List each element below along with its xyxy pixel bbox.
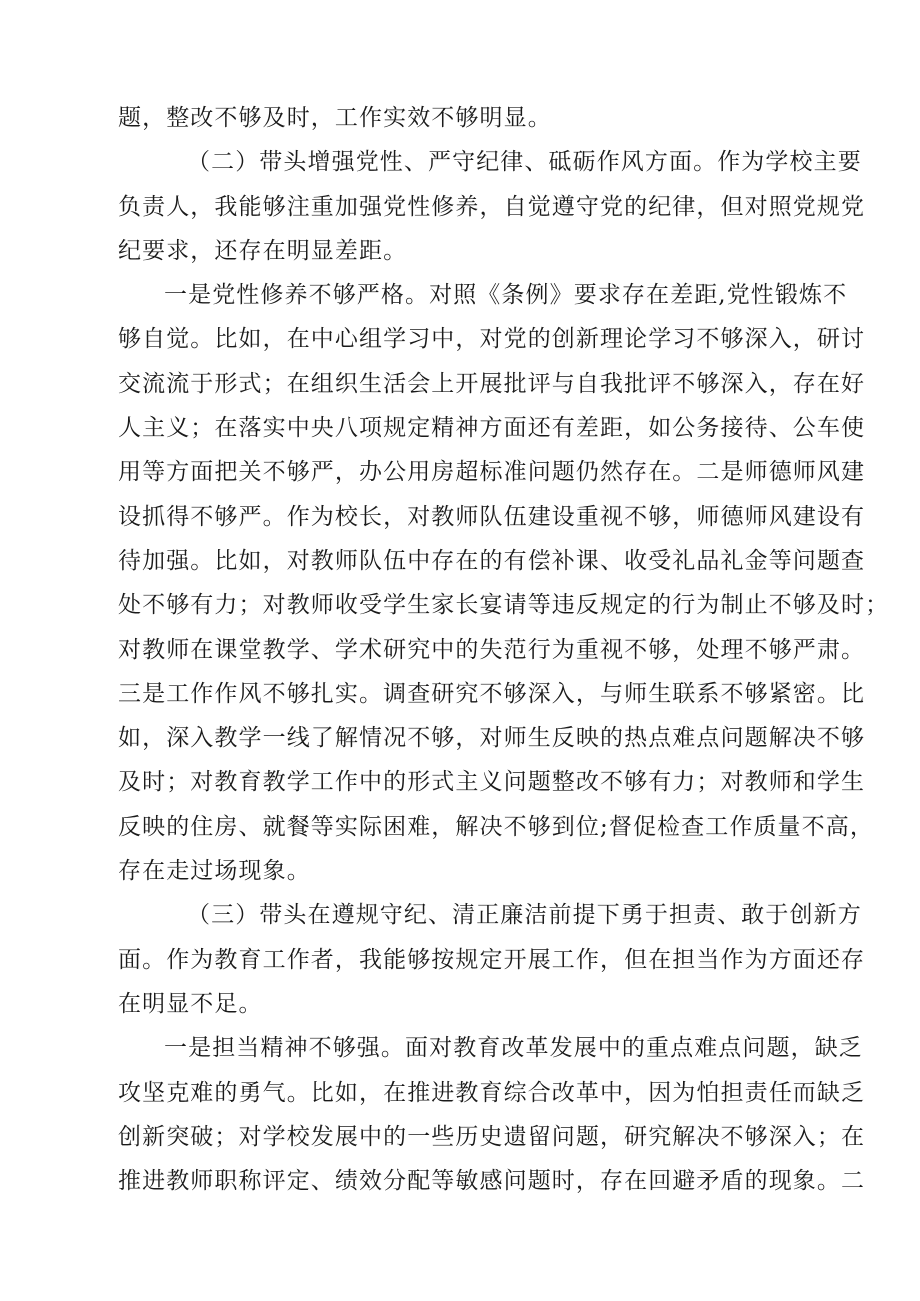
- section-heading-line: （三）带头在遵规守纪、清正廉洁前提下勇于担责、敢于创新方: [187, 902, 862, 929]
- text-line: 三是工作作风不够扎实。调查研究不够深入，与师生联系不够紧密。比: [118, 680, 866, 707]
- text-line: 在明显不足。: [118, 990, 263, 1017]
- text-line: 负责人，我能够注重加强党性修养，自觉遵守党的纪律，但对照党规党: [118, 193, 866, 220]
- text-line: 如，深入教学一线了解情况不够，对师生反映的热点难点问题解决不够: [118, 725, 866, 752]
- text-line: 用等方面把关不够严，办公用房超标准问题仍然存在。二是师德师风建: [118, 459, 866, 486]
- section-heading-line: （二）带头增强党性、严守纪律、砥砺作风方面。作为学校主要: [187, 149, 862, 176]
- text-line: 反映的住房、就餐等实际困难，解决不够到位;督促检查工作质量不高，: [118, 813, 874, 840]
- text-line: 对教师在课堂教学、学术研究中的失范行为重视不够，处理不够严肃。: [118, 636, 866, 663]
- text-line: 面。作为教育工作者，我能够按规定开展工作，但在担当作为方面还存: [118, 946, 866, 973]
- text-line: 创新突破；对学校发展中的一些历史遗留问题，研究解决不够深入；在: [118, 1123, 866, 1150]
- text-line: 够自觉。比如，在中心组学习中，对党的创新理论学习不够深入，研讨: [118, 326, 866, 353]
- text-line: 纪要求，还存在明显差距。: [118, 237, 408, 264]
- text-line: 处不够有力；对教师收受学生家长宴请等违反规定的行为制止不够及时；: [118, 592, 890, 619]
- text-line: 设抓得不够严。作为校长，对教师队伍建设重视不够，师德师风建设有: [118, 503, 866, 530]
- text-line: 待加强。比如，对教师队伍中存在的有偿补课、收受礼品礼金等问题查: [118, 547, 866, 574]
- text-line: 攻坚克难的勇气。比如，在推进教育综合改革中，因为怕担责任而缺乏: [118, 1079, 866, 1106]
- text-line: 存在走过场现象。: [118, 858, 311, 885]
- text-line: 推进教师职称评定、绩效分配等敏感问题时，存在回避矛盾的现象。二: [118, 1168, 866, 1195]
- document-page: [118, 96, 890, 1203]
- paragraph-first-line: 一是党性修养不够严格。对照《条例》要求存在差距,党性锻炼不: [164, 282, 848, 309]
- text-line: 交流流于形式；在组织生活会上开展批评与自我批评不够深入，存在好: [118, 370, 866, 397]
- text-line: 人主义；在落实中央八项规定精神方面还有差距，如公务接待、公车使: [118, 415, 866, 442]
- text-line: 及时；对教育教学工作中的形式主义问题整改不够有力；对教师和学生: [118, 769, 866, 796]
- paragraph-first-line: 一是担当精神不够强。面对教育改革发展中的重点难点问题，缺乏: [164, 1035, 863, 1062]
- text-line: 题，整改不够及时，工作实效不够明显。: [118, 105, 552, 131]
